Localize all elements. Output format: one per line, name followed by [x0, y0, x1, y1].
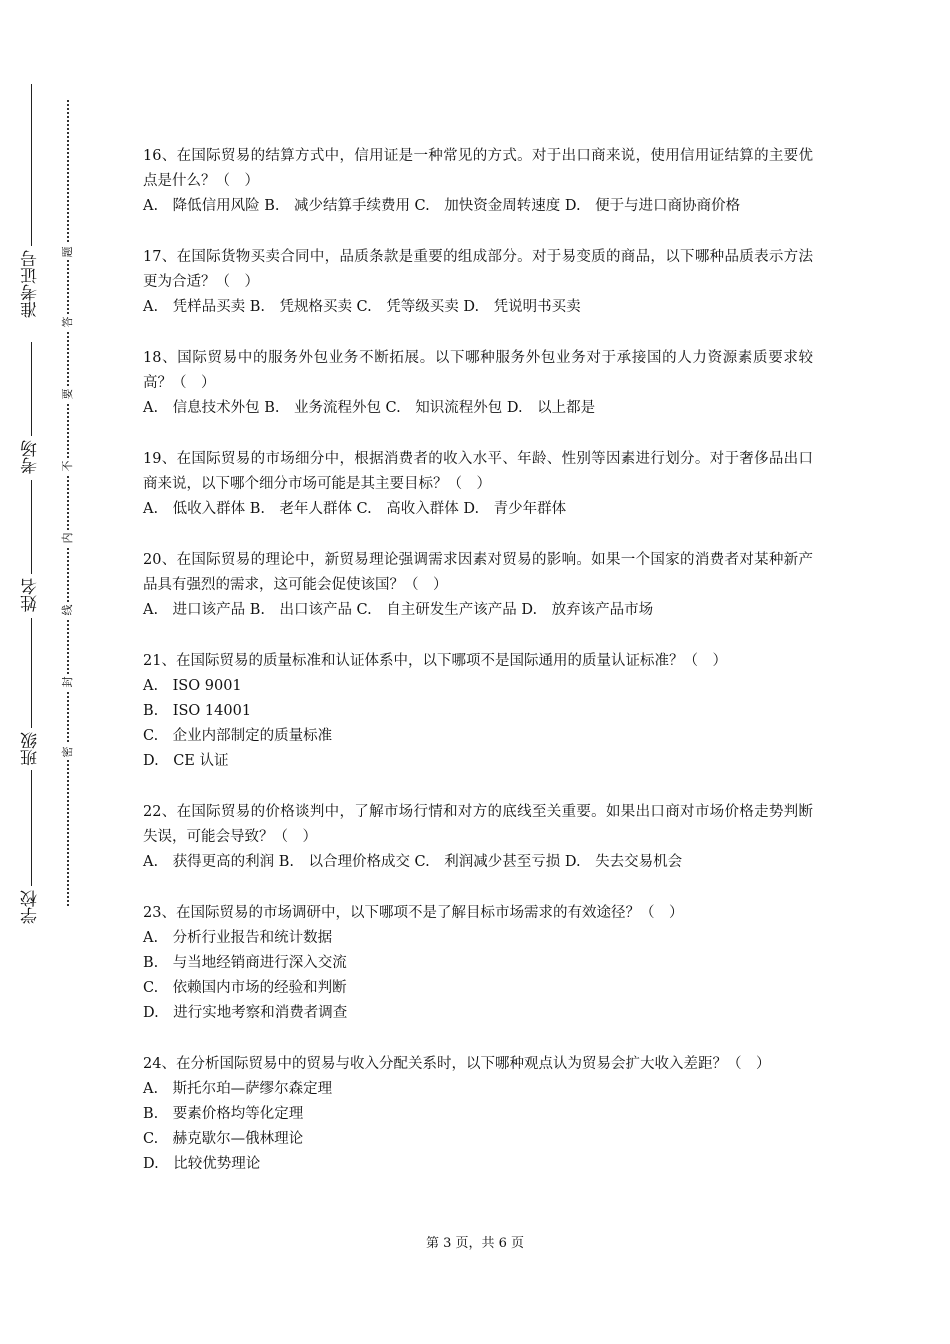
seal-char: 内 [60, 530, 76, 546]
option-a: A. ISO 9001 [143, 678, 242, 694]
question-list [143, 144, 813, 1203]
question-options: A. 进口该产品 B. 出口该产品 C. 自主研发生产该产品 D. 放弃该产品市场 [143, 602, 654, 618]
option-b: B. 与当地经销商进行深入交流 [143, 955, 347, 971]
exam-number-label: 准考证号 [20, 250, 41, 318]
question-options: A. 凭样品买卖 B. 凭规格买卖 C. 凭等级买卖 D. 凭说明书买卖 [143, 299, 581, 315]
question-16 [143, 144, 813, 219]
fill-line [31, 480, 32, 574]
question-stem: 23、在国际贸易的市场调研中，以下哪项不是了解目标市场需求的有效途径？（ ） [143, 905, 684, 921]
class-label: 班级 [20, 732, 41, 766]
question-options: A. 降低信用风险 B. 减少结算手续费用 C. 加快资金周转速度 D. 便于与进口商协商价格 [143, 198, 741, 214]
fill-line [31, 84, 32, 246]
option-c: C. 依赖国内市场的经验和判断 [143, 980, 347, 996]
seal-char: 要 [60, 386, 76, 402]
question-19 [143, 447, 813, 522]
question-stem: 21、在国际贸易的质量标准和认证体系中，以下哪项不是国际通用的质量认证标准？（ ） [143, 653, 727, 669]
question-18 [143, 346, 813, 421]
question-20 [143, 548, 813, 623]
margin-field-exam-room [18, 342, 44, 478]
question-22 [143, 800, 813, 875]
question-options: A. 信息技术外包 B. 业务流程外包 C. 知识流程外包 D. 以上都是 [143, 400, 596, 416]
page-number: 第 3 页，共 6 页 [425, 1236, 525, 1251]
question-stem: 18、国际贸易中的服务外包业务不断拓展。以下哪种服务外包业务对于承接国的人力资源素质要求较高？（ ） [143, 350, 813, 391]
seal-char: 题 [60, 244, 76, 260]
margin-field-school [18, 770, 44, 928]
question-stem: 22、在国际贸易的价格谈判中，了解市场行情和对方的底线至关重要。如果出口商对市场价格走势判断失误，可能会导致？（ ） [143, 804, 813, 845]
fill-line [31, 342, 32, 436]
question-stem: 20、在国际贸易的理论中，新贸易理论强调需求因素对贸易的影响。如果一个国家的消费者对某种新产品具有强烈的需求，这可能会促使该国？（ ） [143, 552, 813, 593]
seal-char: 密 [60, 744, 76, 760]
option-a: A. 分析行业报告和统计数据 [143, 930, 333, 946]
seal-char: 答 [60, 314, 76, 330]
name-label: 姓名 [20, 578, 41, 612]
seal-char: 不 [60, 458, 76, 474]
margin-field-class [18, 618, 44, 770]
seal-char: 封 [60, 674, 76, 690]
option-b: B. 要素价格均等化定理 [143, 1106, 304, 1122]
option-a: A. 斯托尔珀—萨缪尔森定理 [143, 1081, 333, 1097]
option-d: D. CE 认证 [143, 753, 229, 769]
option-b: B. ISO 14001 [143, 703, 252, 719]
question-17 [143, 245, 813, 320]
question-options: A. 获得更高的利润 B. 以合理价格成交 C. 利润减少甚至亏损 D. 失去交易机会 [143, 854, 683, 870]
question-stem: 17、在国际货物买卖合同中，品质条款是重要的组成部分。对于易变质的商品，以下哪种品质表示方法更为合适？（ ） [143, 249, 813, 290]
seal-dotted-line [67, 100, 69, 906]
question-23 [143, 901, 813, 1026]
question-options: A. 低收入群体 B. 老年人群体 C. 高收入群体 D. 青少年群体 [143, 501, 567, 517]
fill-line [31, 618, 32, 728]
seal-char: 线 [60, 602, 76, 618]
option-d: D. 比较优势理论 [143, 1156, 261, 1172]
question-21 [143, 649, 813, 774]
school-label: 学校 [20, 890, 41, 924]
question-stem: 16、在国际贸易的结算方式中，信用证是一种常见的方式。对于出口商来说，使用信用证结算的主要优点是什么？（ ） [143, 148, 813, 189]
question-stem: 19、在国际贸易的市场细分中，根据消费者的收入水平、年龄、性别等因素进行划分。对于奢侈品出口商来说，以下哪个细分市场可能是其主要目标？（ ） [143, 451, 813, 492]
option-d: D. 进行实地考察和消费者调查 [143, 1005, 348, 1021]
margin-field-exam-number [18, 84, 44, 322]
question-stem: 24、在分析国际贸易中的贸易与收入分配关系时，以下哪种观点认为贸易会扩大收入差距？（ ） [143, 1056, 771, 1072]
margin-field-name [18, 480, 44, 616]
question-24 [143, 1052, 813, 1177]
option-c: C. 赫克歇尔—俄林理论 [143, 1131, 304, 1147]
exam-room-label: 考场 [20, 440, 41, 474]
fill-line [31, 770, 32, 886]
option-c: C. 企业内部制定的质量标准 [143, 728, 333, 744]
